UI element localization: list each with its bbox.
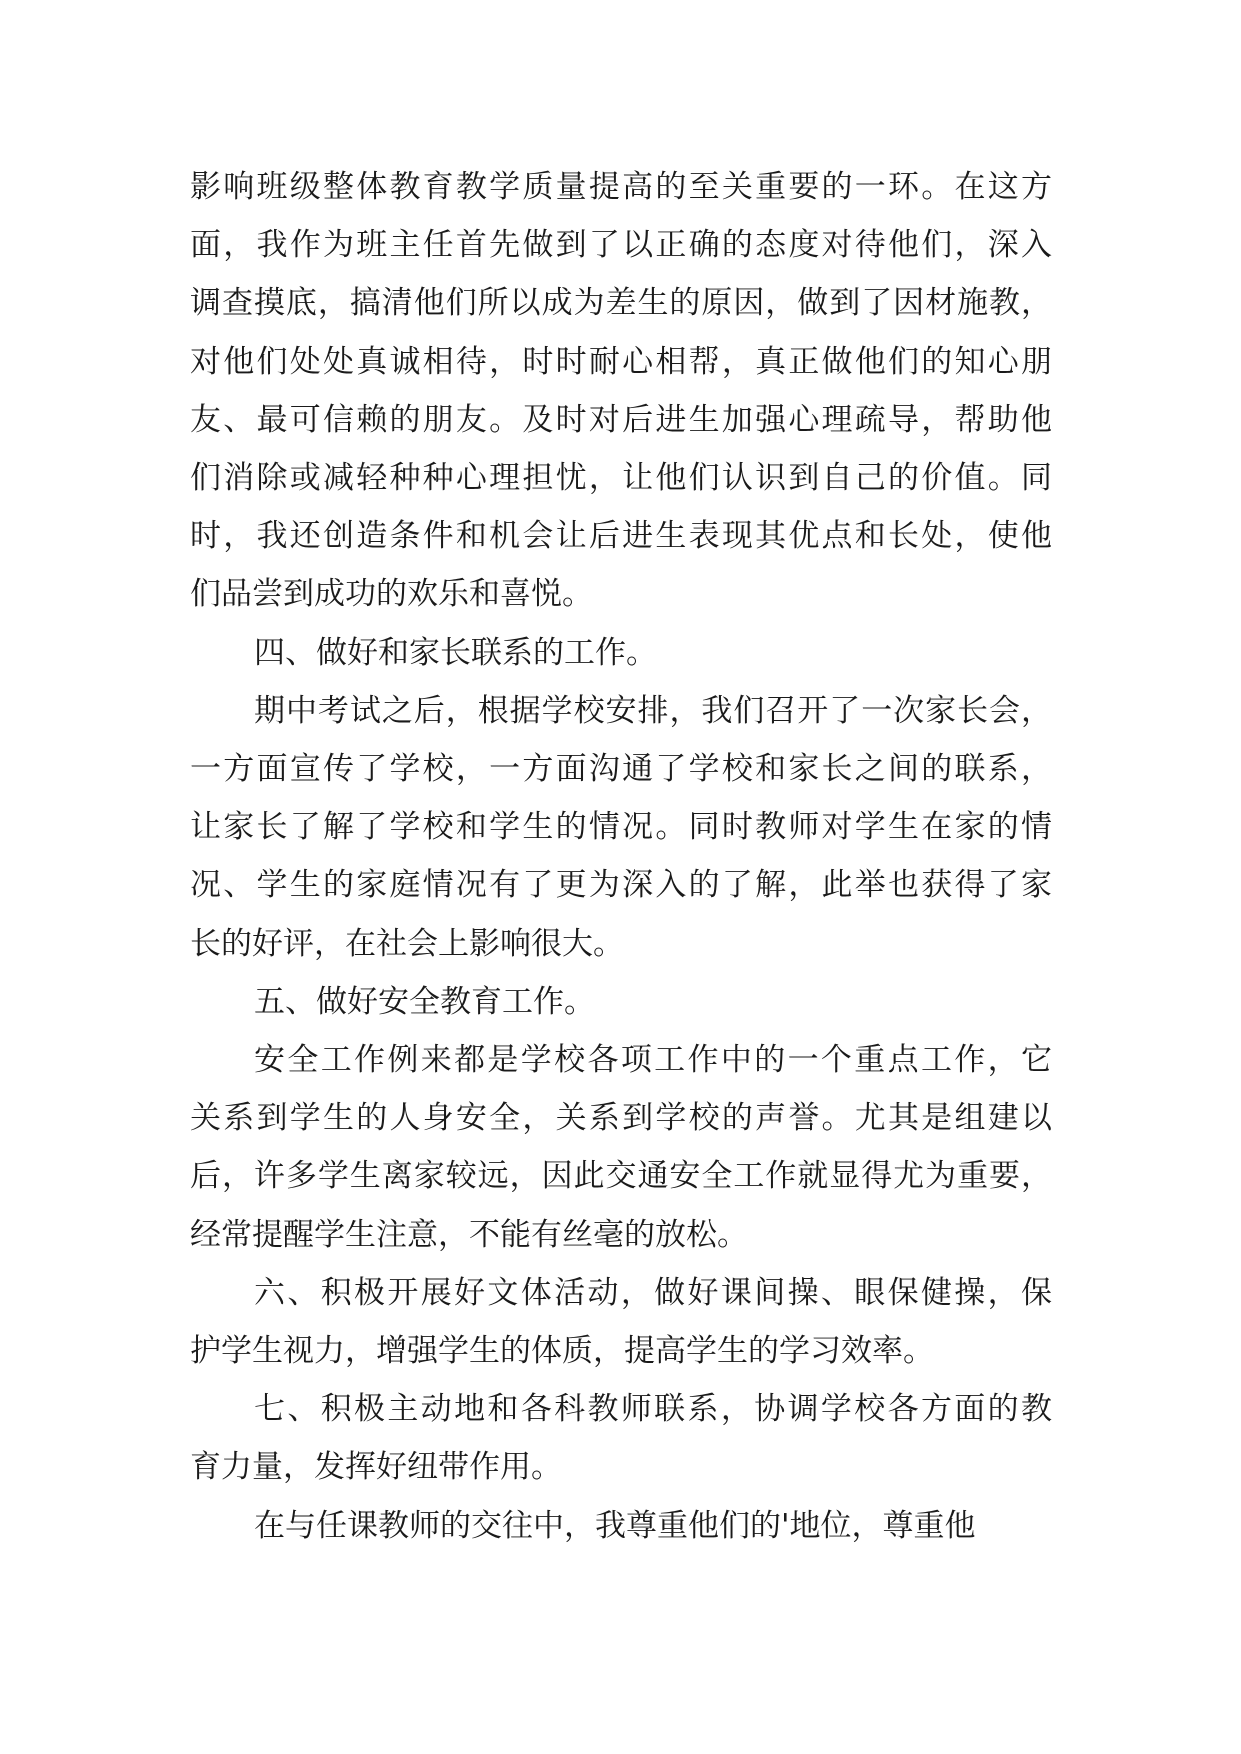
text-line: 们品尝到成功的欢乐和喜悦。 [190,576,593,613]
paragraph [190,1264,1052,1380]
text-line: 一方面宣传了学校，一方面沟通了学校和家长之间的联系， [190,751,1052,788]
paragraph [190,682,1052,973]
text-line: 五、做好安全教育工作。 [254,983,595,1020]
text-line: 护学生视力，增强学生的体质，提高学生的学习效率。 [190,1333,934,1370]
text-line: 四、做好和家长联系的工作。 [254,634,657,671]
paragraph [190,1031,1052,1264]
text-line: 友、最可信赖的朋友。及时对后进生加强心理疏导，帮助他 [190,401,1052,438]
paragraph [190,1380,1052,1496]
text-line: 影响班级整体教育教学质量提高的至关重要的一环。在这方 [190,169,1052,205]
text-line: 时，我还创造条件和机会让后进生表现其优点和长处，使他 [190,518,1052,555]
paragraph [190,973,1052,1031]
text-line: 七、积极主动地和各科教师联系，协调学校各方面的教 [254,1391,1052,1428]
paragraph [190,158,1052,624]
paragraph [190,624,1052,682]
text-line: 经常提醒学生注意，不能有丝毫的放松。 [190,1216,748,1253]
text-line: 让家长了解了学校和学生的情况。同时教师对学生在家的情 [190,809,1052,846]
text-line: 后，许多学生离家较远，因此交通安全工作就显得尤为重要， [190,1158,1052,1195]
text-line: 期中考试之后，根据学校安排，我们召开了一次家长会， [254,692,1052,729]
document-body [190,158,1052,1555]
paragraph [190,1497,1052,1555]
text-line: 安全工作例来都是学校各项工作中的一个重点工作，它 [254,1042,1052,1079]
text-line: 六、积极开展好文体活动，做好课间操、眼保健操，保 [254,1274,1052,1311]
text-line: 关系到学生的人身安全，关系到学校的声誉。尤其是组建以 [190,1100,1052,1137]
text-line: 况、学生的家庭情况有了更为深入的了解，此举也获得了家 [190,867,1052,904]
text-line: 长的好评，在社会上影响很大。 [190,925,624,962]
text-line: 育力量，发挥好纽带作用。 [190,1449,562,1486]
text-line: 们消除或减轻种种心理担忧，让他们认识到自己的价值。同 [190,460,1052,497]
text-line: 调查摸底，搞清他们所以成为差生的原因，做到了因材施教， [190,285,1052,322]
text-line: 面，我作为班主任首先做到了以正确的态度对待他们，深入 [190,227,1052,264]
text-line: 对他们处处真诚相待，时时耐心相帮，真正做他们的知心朋 [190,343,1052,380]
text-line: 在与任课教师的交往中，我尊重他们的'地位，尊重他 [254,1507,976,1544]
